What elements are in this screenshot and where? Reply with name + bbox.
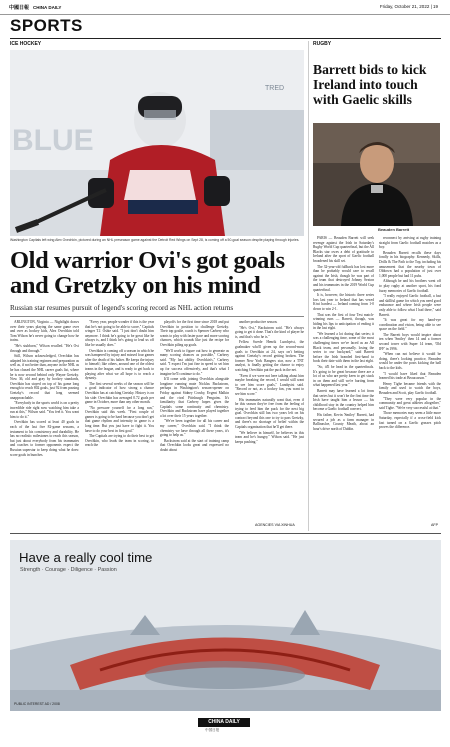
paragraph: Ovechkin has scored at least 40 goals in each of the last five 82-game seasons, a testament to his consistency and durability. He has no realistic milestones to reach this season, but just about everybody from his teammates and coaches to former opponents expect the Russian superstar to keep doing what he does: score goals in bunches. (10, 420, 79, 457)
paragraph: "So, it'll be head in the quarterfinals. It's going to be great because there are a lot of us who are pretty keen to get stuck in on them and still we're hurting from what happened last year." (313, 365, 374, 388)
left-byline: AGENCIES VIA XINHUA (255, 523, 295, 527)
paragraph: Henry Tighe became friends with the family and used to watch the boys, Beauden and Scott, play Gaelic football. (379, 381, 441, 395)
left-section-label: ICE HOCKEY (10, 41, 42, 47)
paragraph: another productive season. (239, 320, 278, 324)
paragraph: ARLINGTON, Virginia — Nightlight draws over their years playing the same game over and over as hockey kids, Alex Ovechkin told Tom Wilson he's never going to change how he trains. (10, 320, 79, 343)
paragraph: "Even if we were not here talking about him maybe breaking the record, I would still want to see him score goals," Lundqvist said. "Record or not, as a hockey fan, you want to see him score." (235, 373, 304, 396)
main-photo-caption: Washington Capitals left wing Alex Ovechkin, pictured during an NHL preseason game against the Detroit Red Wings on Sept 28, is coming off a 50-goal season despite playing through injuries. (10, 238, 300, 242)
paragraph: "I would have liked that Beauden learned his trade at Beaucasson." (379, 371, 441, 381)
section-rule (10, 38, 441, 39)
paragraph: Those memories may seem a little more Saturday, especially if a cross-field kick fast turned on a Gaelic grasses pitch proves the difference. (379, 411, 441, 430)
paragraph: playoffs for the first time since 2018 and put Ovechkin in position to challenge Gretzky. Their top goalie, coach is Spencer Carbery who wants to play with faster pace and more scoring chances, which sounds like just the recipe for Ovechkin piling up goals. (160, 320, 229, 347)
paragraph: "They were very popular in the community and great athletes altogether," said Tighe. "We're very successful at that." (379, 396, 441, 410)
paragraph: The Capitals are trying to do their best to get Ovechkin, who leads the team in scoring, to reach the (85, 434, 154, 448)
right-section-label: RUGBY (313, 41, 332, 47)
paragraph: His teammates naturally want that, even if he this season they're free from the feeling of trying to feed him the puck for the next big goal. Ovechkin still has two years left on his contract beyond this one to try to pass Gretzky, and there's no shortage of belief within the Capitals organization that he'll get there. (235, 397, 304, 430)
paragraph: "When can not believe it would be doing, there's looking practice, Beauden would be under the posts kicking the ball back to the kids. (379, 352, 441, 371)
paragraph: "He's stubborn," Wilson recalled. "He's Ovi through and through." (10, 343, 79, 353)
right-photo (313, 123, 440, 226)
article-column-1 (10, 320, 79, 526)
paragraph: It is, however, the historic three series loss last year to Ireland that has vexed Kiwi hardest — Ireland coming from 1-0 down to win 2-1. (313, 293, 374, 311)
right-photo-caption: Beauden Barrett (378, 227, 410, 232)
page-footer (0, 718, 450, 747)
footer-subtitle: 中国日报 (205, 728, 220, 732)
paragraph: "Everybody in the sports world is on a pretty incredible ride right now watching him take a run at this," Wilson said. "You feel it. You want him to do it." (10, 401, 79, 419)
right-byline: AFP (431, 523, 438, 527)
newspaper-logo-icon: 中國日報 (9, 4, 30, 11)
ad-subtitle: Strength · Courage · Diligence · Passion (20, 567, 117, 573)
paragraph: His father, Kevin 'Smiley' Barrett, had secured a job as a farm manager in Ballinasloe, County Meath, about an hour's drive north of Dublin. (313, 412, 374, 431)
article-column-3 (160, 320, 229, 526)
paragraph: "No pressure yourself for a long run," Ovechkin said this week. "First couple of games is going to be hard because you don't get that game rhythm and intensity in game is a long time. But you just have to fight it. You have to do your best in first goal." (85, 405, 154, 433)
paragraph: Beauden Barrett recalls these days fondly in his biography: Kennedy, Skills, Drills & The Path to the Top, including his amusement that the nearby town of Oldtown had a population of just over 1,000 people but had 11 pubs. (379, 250, 441, 278)
right-column-2 (379, 236, 441, 522)
main-headline: Old warrior Ovi's got goals and Gretzky on his mind (10, 247, 285, 299)
article-column-2 (85, 320, 154, 526)
ad-footer: PUBLIC INTEREST AD / 2008 (14, 702, 60, 706)
hockey-player-illustration (10, 50, 304, 236)
date-page: Friday, October 21, 2022 | 19 (379, 4, 438, 9)
paragraph: "We believe in himself, he believes in this team and he's hungry," Wilson said. "He just keeps pushing." (235, 430, 304, 444)
main-subheadline: Russian star resumes pursuit of legend's scoring record as NHL action returns (10, 304, 234, 312)
svg-text:TRED: TRED (265, 85, 285, 92)
paragraph: "It was great for my hand-eye coordination and vision, being able to see space on the field." (379, 318, 441, 332)
article-column-4 (235, 320, 304, 520)
right-column-1 (313, 236, 374, 530)
paragraph: Ovechkin is coming off a season in which he was hampered by injury and missed four games after the death of his father. He keeps the injury to himself; like others, around one of the oldest teams in the league, and is ready to get back to playing after what we all hope is to reach a dynasty. (85, 348, 154, 381)
footer-logo: CHINA DAILY (198, 718, 250, 727)
paragraph: The Barrett boys would inspire about ten when 'Smiley' then 14 and a former second tower with Super 14 team, 'Old IFF' in 1996. (379, 332, 441, 351)
paragraph: "We've been together for all his career and my career," Ovechkin said. "I think the chemistry we have through all these years, it's going to help us." (160, 419, 229, 438)
paragraph: "We learned a lot during that series; it was a challenging time, some of the most challenging times we've faced as an All Black team, and personally. losing the series to our backyard," said Barrett before the Irish branded first-hand to book their date with them in the last eight. (313, 331, 374, 364)
paragraph: Fellow Swede Henrik Lundqvist, the goalmaker who'll given up the second-most goals to Ovechkin at 24, says on't betting against Gretzky's record getting broken. The former New York Rangers star, now a TNT analyst, is finally getting the chance to enjoy watching Ovechkin put the puck in the net. (235, 340, 304, 372)
paragraph: It'll come with joining Ovechkin alongside longtime running mate Nicklas Backstrom, perhaps in Washington's season-opener on Friday against Sidney Crosby, Evgeni Malkin and the rival Pittsburgh Penguins. It's familiarity that Carbery hopes gives the Capitals some continuity and chemistry. Ovechkin and Backstrom have played together a lot over their 15 years together. (160, 377, 229, 418)
subhead-rule (10, 316, 304, 317)
paper-name: CHINA DAILY (33, 4, 62, 10)
ad-stadium-illustration (10, 540, 441, 711)
column-divider (308, 41, 309, 531)
paragraph: "Every year, people wonder if this is the year that he's not going to be able to score," Capitals winger T.J. Oshie said. "I just don't doubt him anymore. I think he's going to be great like he always is, and I think he's going to lead us off like he usually does." (85, 320, 154, 347)
paragraph: "We'll work to figure out how to generate as many scoring chances as possible," Carbery said. "My last ability Ovechkin's," Carbery said. "I expect I'm just fine in speed to set him up for success offensively, and that's what I imagine he'll continue to do." (160, 348, 229, 376)
top-bar (0, 0, 450, 15)
paragraph: Backstrom said at the start of training camp that Ovechkin looks great and expressed no doubt about (160, 438, 229, 453)
paragraph: reconnect by arriving at rugby training straight from Gaelic football matches as a boy. (379, 236, 441, 250)
ad-top-rule (10, 533, 441, 534)
paragraph: Barrett may have learned a lot from that series but it won't be the first time the Irish have taught him a lesson — his childhood stay in the country helped him become a Gaelic football convert. (313, 389, 374, 412)
paragraph: The 32-year-old fullback has lost more than he probably would care to recall against the Irish, though he was part of the team that destroyed Johnny Sexton and his teammates in the 2019 World Cup quarterfinal. (313, 264, 374, 292)
main-photo (10, 50, 304, 236)
paragraph: The first several weeks of the season will be a good indicator of how strong a chance Ovechkin has at catching Gretzky. History is on his side: Ovechkin has averaged 0.72 goals per game in October, more than any other month. (85, 381, 154, 405)
public-interest-ad (10, 540, 441, 711)
paragraph: Although he and his brothers went off to play rugby at another sport, his fond fuzzy memories of Gaelic football. (379, 279, 441, 293)
right-headline: Barrett bids to kick Ireland into touch with Gaelic skills (313, 62, 427, 107)
paragraph: Still, Wilson acknowledged, Ovechkin has adapted his training regimen and preparation as well as, if not better than, anyone in the NHL as he has chased the NHL career goals list, where he is now second behind only Wayne Gretzky. Now 36, old and gray by hockey standards, Ovechkin has stayed on top of his game long enough to reach 802 goals, just 92 from passing Gretzky's record that long seemed unapproachable. (10, 354, 79, 400)
paragraph: "He's Ovi," Backstrom said. "He's always going to get it done. That's the kind of player he is, and that's who he is." (235, 325, 304, 339)
section-title: SPORTS (10, 16, 83, 35)
paragraph: PARIS — Beauden Barrett will seek revenge against the Irish in Saturday's Rugby World Cup quarterfinal, but the All Blacks star owes a debt of gratitude to Ireland after the sport of Gaelic football broadened his skill set. (313, 236, 374, 263)
svg-text:BLUE: BLUE (12, 124, 94, 157)
ad-title: Have a really cool time (19, 550, 153, 565)
paragraph: "I really enjoyed Gaelic football, a fast and skillful game for which you need good endurance and where Irish people were only able to follow what I had there," said Barrett. (379, 294, 441, 317)
paragraph: That was the first of four Test match-winning runs — Barrett, though, was hiding his lips to anticipation of ending it in the last eight. (313, 312, 374, 331)
rugby-player-illustration (313, 123, 440, 226)
